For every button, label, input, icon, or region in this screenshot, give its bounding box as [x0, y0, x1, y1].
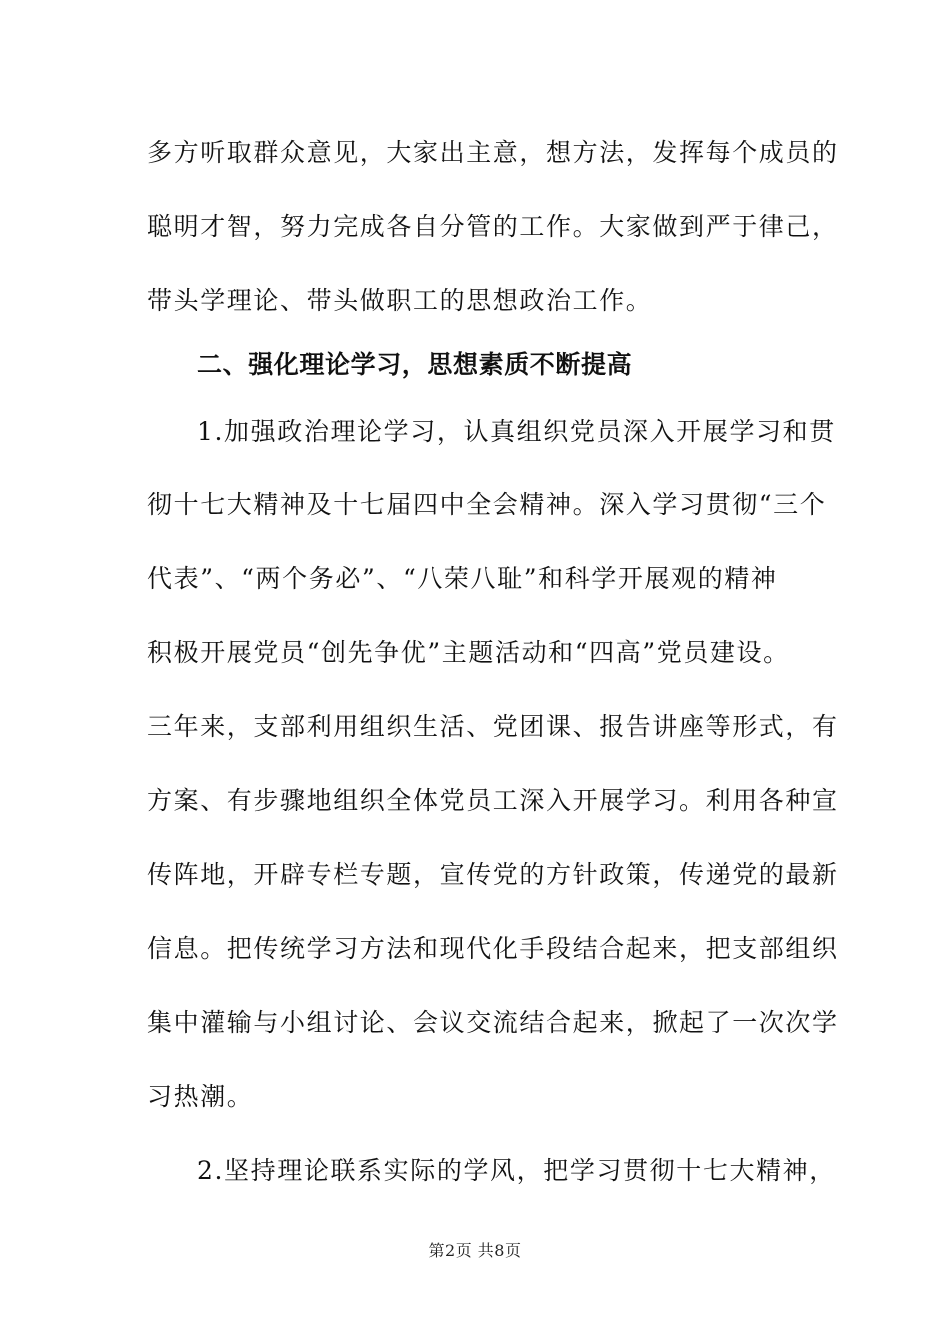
body-text-line: 方案、有步骤地组织全体党员工深入开展学习。利用各种宣 [147, 786, 839, 815]
section-heading: 二、强化理论学习，思想素质不断提高 [197, 350, 633, 379]
page-footer: 第2页 共8页 [428, 1241, 522, 1260]
body-text-line: 信息。把传统学习方法和现代化手段结合起来，把支部组织 [147, 934, 839, 963]
body-text-line: 带头学理论、带头做职工的思想政治工作。 [147, 286, 653, 315]
body-text-line: 积极开展党员“创先争优”主题活动和“四高”党员建设。 [147, 638, 790, 667]
body-text-line: 集中灌输与小组讨论、会议交流结合起来，掀起了一次次学 [147, 1008, 839, 1037]
body-text-line: 聪明才智，努力完成各自分管的工作。大家做到严于律己， [147, 212, 839, 241]
body-text-line: 习热潮。 [147, 1082, 254, 1111]
body-text-line: 传阵地，开辟专栏专题，宣传党的方针政策，传递党的最新 [147, 860, 839, 889]
body-text-line: 2.坚持理论联系实际的学风，把学习贯彻十七大精神， [197, 1156, 836, 1185]
body-text-line: 三年来，支部利用组织生活、党团课、报告讲座等形式，有 [147, 712, 839, 741]
body-text-line: 1.加强政治理论学习，认真组织党员深入开展学习和贯 [197, 417, 836, 446]
body-text-line: 多方听取群众意见，大家出主意，想方法，发挥每个成员的 [147, 138, 839, 167]
body-text-line: 代表”、“两个务必”、“八荣八耻”和科学开展观的精神 [147, 564, 778, 593]
body-text-line: 彻十七大精神及十七届四中全会精神。深入学习贯彻“三个 [147, 490, 827, 519]
